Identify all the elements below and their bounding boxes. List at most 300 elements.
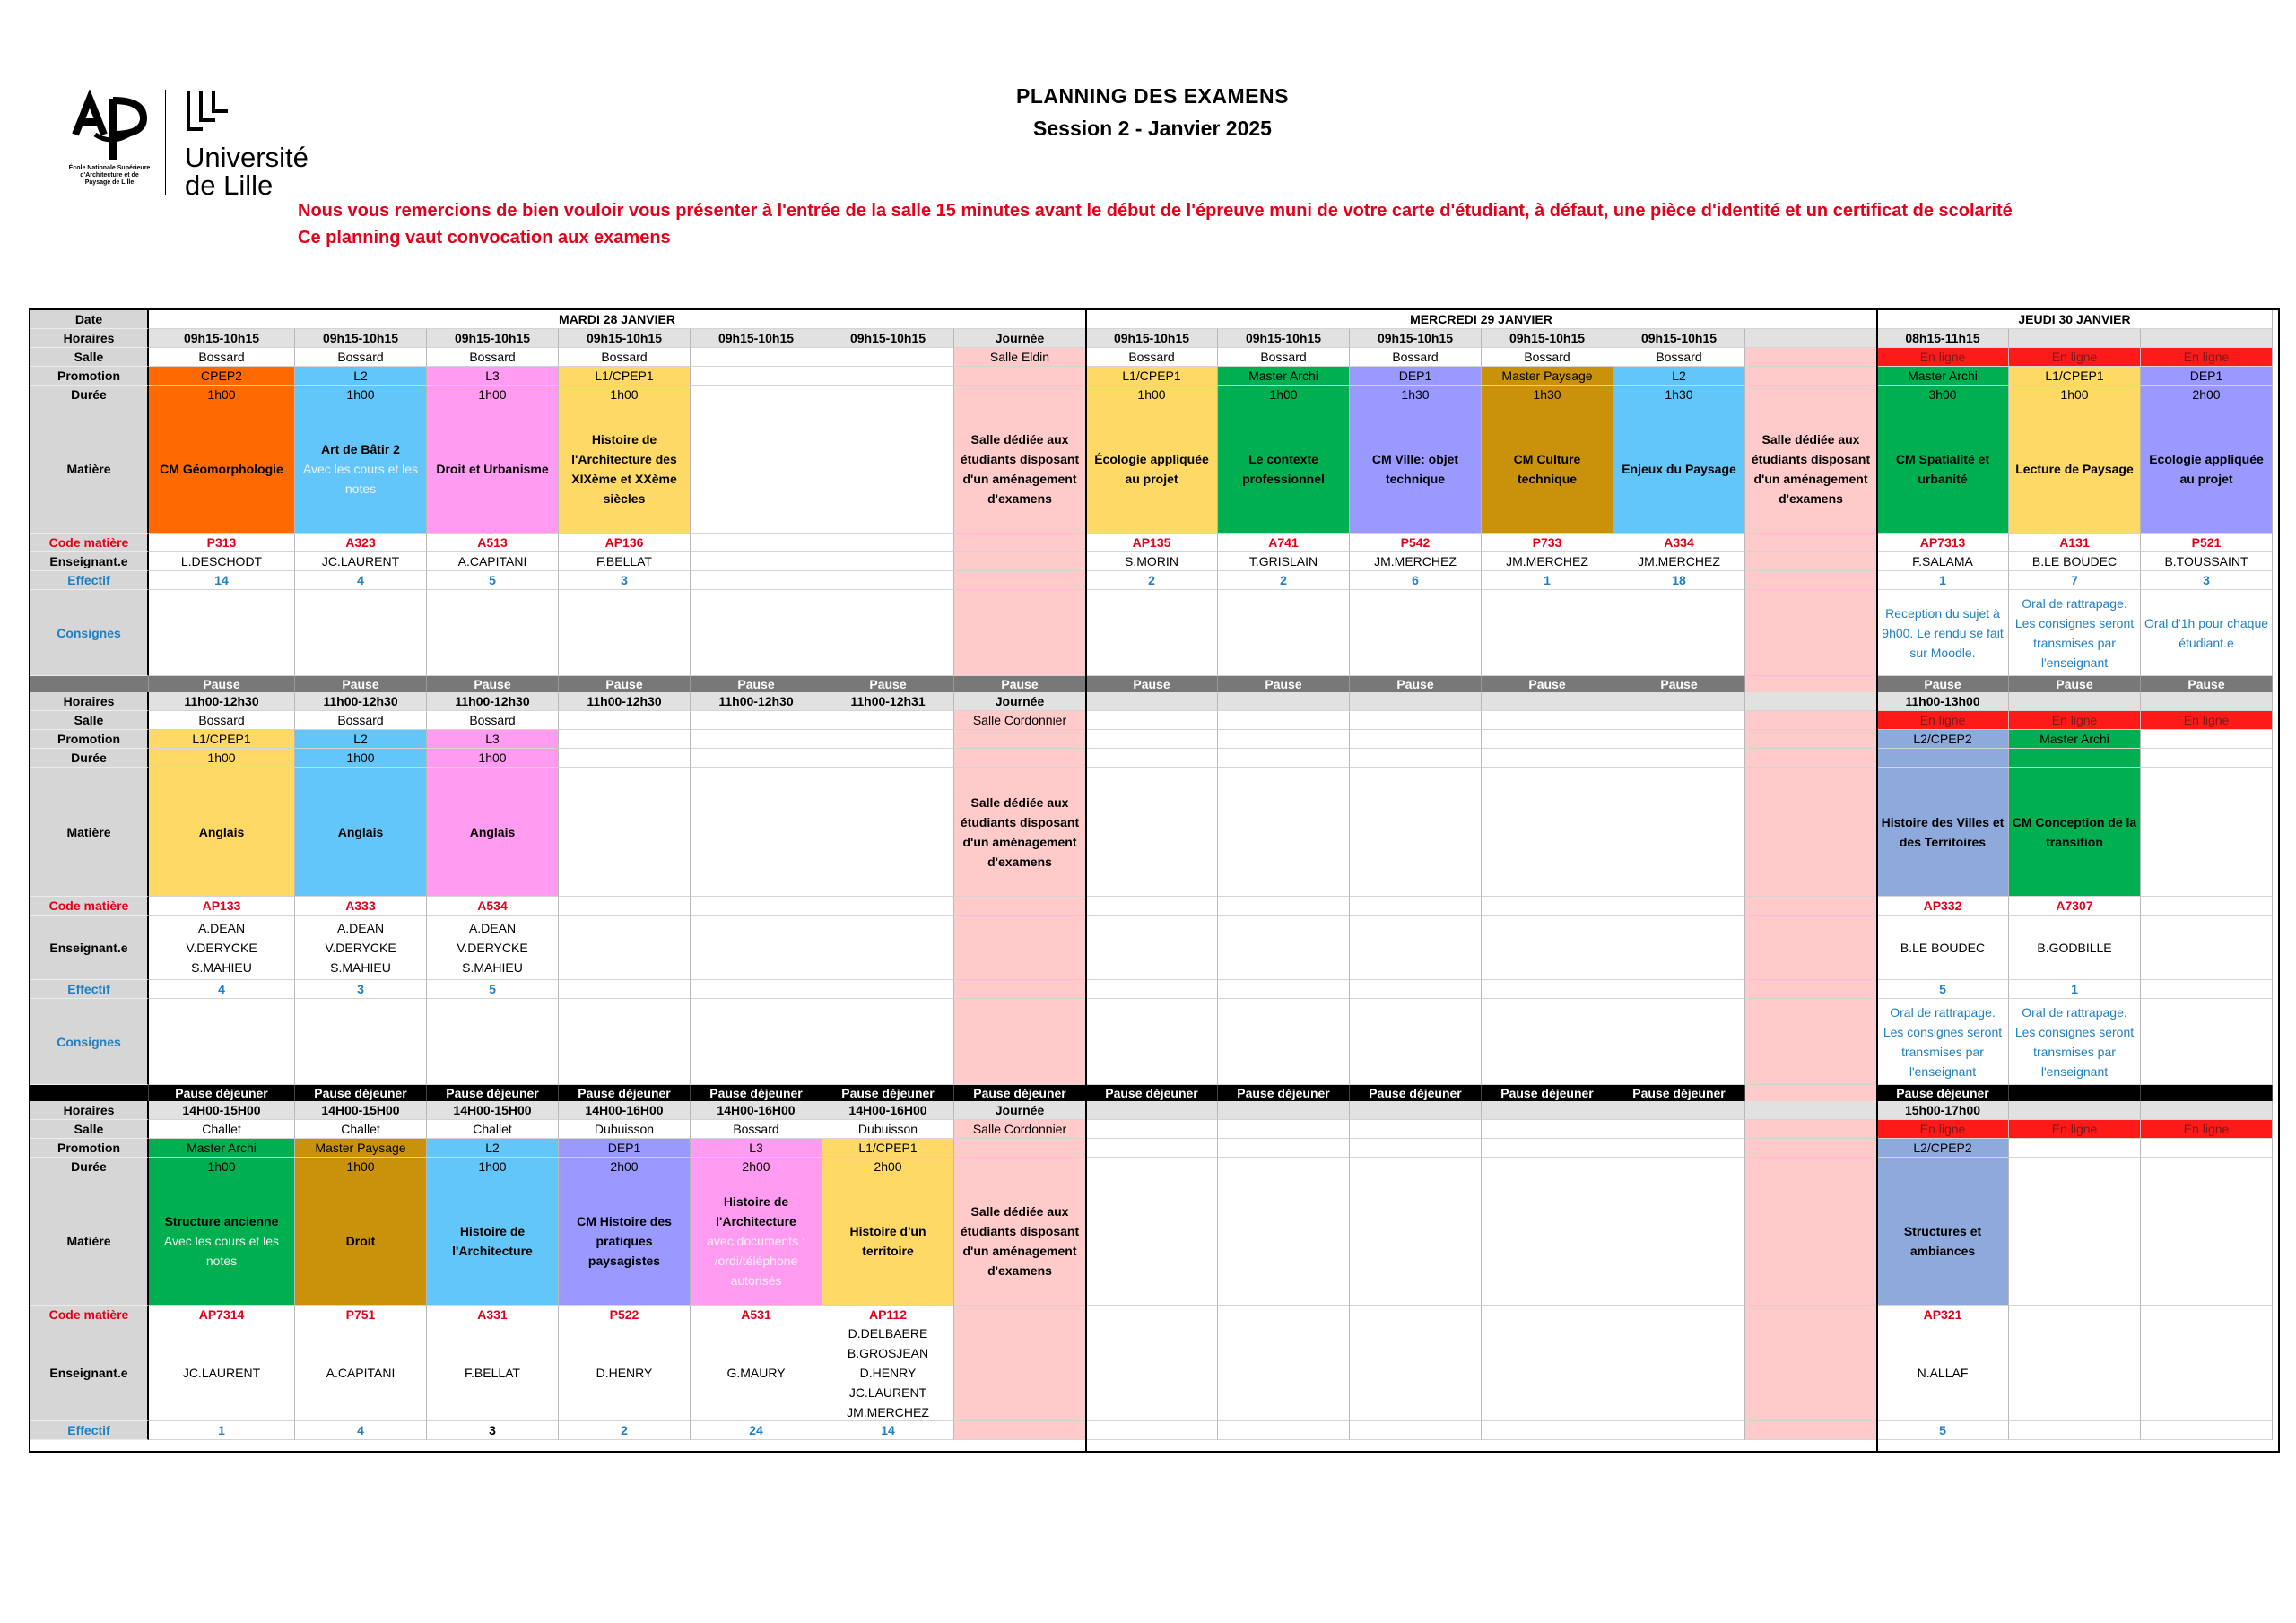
matiere-cell	[1482, 1176, 1613, 1306]
pause-cell: Pause déjeuner	[1218, 1085, 1350, 1101]
enseignant-cell	[2009, 552, 2141, 571]
row-label-salle: Salle	[30, 348, 149, 367]
duree-cell	[691, 386, 822, 404]
effectif-cell: 2	[1218, 571, 1350, 590]
consignes-cell	[149, 590, 295, 676]
promotion-cell	[2141, 1139, 2273, 1158]
pause-cell: Pause déjeuner	[149, 1085, 295, 1101]
duree-cell: 1h00	[149, 749, 295, 768]
code-cell	[691, 897, 822, 916]
code-cell	[1613, 897, 1745, 916]
promotion-cell: Master Archi	[149, 1139, 295, 1158]
promotion-cell	[2141, 730, 2273, 749]
matiere-text: Lecture de Paysage	[2015, 461, 2134, 476]
matiere-cell	[691, 1176, 822, 1306]
duree-cell	[559, 749, 691, 768]
promotion-cell: L2/CPEP2	[1877, 1139, 2009, 1158]
salle-cell: Bossard	[1350, 348, 1482, 367]
promotion-cell: L2	[427, 1139, 559, 1158]
matiere-cell	[954, 1176, 1086, 1306]
salle-cell	[559, 711, 691, 730]
effectif-cell: 7	[2009, 571, 2141, 590]
promotion-cell: L1/CPEP1	[149, 730, 295, 749]
code-cell	[2009, 1306, 2141, 1324]
effectif-cell: 4	[295, 571, 427, 590]
enseignant-cell	[1745, 552, 1877, 571]
salle-cell: En ligne	[1877, 1120, 2009, 1139]
enseignant-name: L.DESCHODT	[180, 554, 263, 568]
matiere-cell	[1350, 768, 1482, 897]
horaire-cell: 14H00-15H00	[149, 1101, 295, 1120]
enseignant-name: D.DELBAERE	[848, 1325, 928, 1341]
duree-cell	[2009, 749, 2141, 768]
enseignant-cell	[427, 552, 559, 571]
salle-cell: En ligne	[2009, 711, 2141, 730]
consignes-cell	[1613, 590, 1745, 676]
enseignant-name: JM.MERCHEZ	[847, 1404, 929, 1419]
enseignant-cell	[1218, 1324, 1350, 1421]
code-cell: P313	[149, 534, 295, 552]
matiere-cell	[954, 404, 1086, 534]
promotion-cell: DEP1	[1350, 367, 1482, 386]
salle-cell: En ligne	[2009, 348, 2141, 367]
enseignant-cell	[691, 916, 822, 980]
enseignant-cell	[691, 552, 822, 571]
horaire-cell	[2009, 1101, 2141, 1120]
consignes-cell	[427, 999, 559, 1085]
matiere-text: Droit et Urbanisme	[436, 461, 549, 476]
horaire-cell	[2009, 692, 2141, 711]
promotion-cell: CPEP2	[149, 367, 295, 386]
matiere-text: Art de Bâtir 2	[321, 441, 400, 456]
effectif-cell	[1613, 980, 1745, 999]
matiere-text: Structures et ambiances	[1903, 1223, 1982, 1258]
horaire-cell	[2141, 1101, 2273, 1120]
promotion-cell: L1/CPEP1	[559, 367, 691, 386]
promotion-cell	[2009, 1139, 2141, 1158]
promotion-cell	[1218, 1139, 1350, 1158]
pause-cell: Pause déjeuner	[559, 1085, 691, 1101]
matiere-cell	[1613, 768, 1745, 897]
enseignant-cell	[1482, 552, 1613, 571]
matiere-cell	[1877, 404, 2009, 534]
enseignant-cell	[1218, 552, 1350, 571]
code-cell	[1745, 534, 1877, 552]
promotion-cell: Master Paysage	[1482, 367, 1613, 386]
promotion-cell	[954, 367, 1086, 386]
effectif-cell: 4	[295, 1421, 427, 1440]
enseignant-cell	[1613, 552, 1745, 571]
matiere-cell	[691, 768, 822, 897]
consignes-cell	[691, 999, 822, 1085]
consignes-cell	[2141, 999, 2273, 1085]
enseignant-cell	[427, 916, 559, 980]
code-cell: P521	[2141, 534, 2273, 552]
code-cell	[1218, 897, 1350, 916]
code-cell: A333	[295, 897, 427, 916]
enseignant-cell	[1350, 916, 1482, 980]
salle-cell: Bossard	[1086, 348, 1218, 367]
horaire-cell: 09h15-10h15	[427, 329, 559, 348]
salle-cell	[1218, 711, 1350, 730]
matiere-text: Histoire de l'Architecture des XIXème et XXème siècles	[571, 431, 677, 506]
row-label-enseignant: Enseignant.e	[30, 916, 149, 980]
enseignant-cell	[2009, 916, 2141, 980]
horaire-cell: 09h15-10h15	[691, 329, 822, 348]
consignes-cell	[1482, 999, 1613, 1085]
salle-cell: En ligne	[2141, 1120, 2273, 1139]
promotion-cell	[1613, 1139, 1745, 1158]
row-label-promotion: Promotion	[30, 1139, 149, 1158]
horaire-cell: 09h15-10h15	[1482, 329, 1613, 348]
pause-cell	[1745, 676, 1877, 692]
row-label-matiere: Matière	[30, 1176, 149, 1306]
promotion-cell: L1/CPEP1	[822, 1139, 954, 1158]
duree-cell: 1h00	[559, 386, 691, 404]
promotion-cell	[691, 730, 822, 749]
row-label-matiere: Matière	[30, 404, 149, 534]
salle-cell: Challet	[295, 1120, 427, 1139]
pause-cell: Pause	[822, 676, 954, 692]
horaire-cell: 09h15-10h15	[149, 329, 295, 348]
salle-cell	[1482, 1120, 1613, 1139]
exam-schedule-grid	[29, 308, 2280, 1453]
pause-cell: Pause déjeuner	[427, 1085, 559, 1101]
day-header: MERCREDI 29 JANVIER	[1086, 310, 1877, 329]
salle-cell: Dubuisson	[559, 1120, 691, 1139]
duree-cell	[2141, 1158, 2273, 1176]
matiere-cell	[1745, 404, 1877, 534]
matiere-text: Droit	[345, 1233, 376, 1248]
row-label-effectif: Effectif	[30, 571, 149, 590]
pause-cell: Pause déjeuner	[1482, 1085, 1613, 1101]
enseignant-cell	[149, 916, 295, 980]
matiere-cell	[295, 404, 427, 534]
pause-cell: Pause	[2009, 676, 2141, 692]
promotion-cell: DEP1	[559, 1139, 691, 1158]
consignes-cell	[559, 999, 691, 1085]
horaire-cell: 09h15-10h15	[1218, 329, 1350, 348]
promotion-cell	[1086, 730, 1218, 749]
matiere-cell	[1482, 768, 1613, 897]
matiere-text: CM Culture technique	[1513, 451, 1581, 486]
code-cell	[691, 534, 822, 552]
effectif-cell	[691, 571, 822, 590]
promotion-cell	[1745, 1139, 1877, 1158]
pause-cell: Pause déjeuner	[1613, 1085, 1745, 1101]
effectif-cell	[954, 1421, 1086, 1440]
row-label-duree: Durée	[30, 1158, 149, 1176]
enseignant-cell	[822, 552, 954, 571]
matiere-cell	[149, 768, 295, 897]
pause-cell: Pause déjeuner	[1877, 1085, 2009, 1101]
pause-cell	[2009, 1085, 2141, 1101]
horaire-cell	[1482, 692, 1613, 711]
ulille-line1: Université	[185, 142, 309, 173]
horaire-cell	[1745, 1101, 1877, 1120]
enseignant-name: G.MAURY	[726, 1365, 786, 1380]
row-label-effectif: Effectif	[30, 980, 149, 999]
code-cell: A513	[427, 534, 559, 552]
enseignant-name: V.DERYCKE	[186, 940, 257, 955]
matiere-cell	[2141, 404, 2273, 534]
effectif-cell	[1350, 980, 1482, 999]
duree-cell: 1h00	[149, 1158, 295, 1176]
matiere-cell	[1218, 404, 1350, 534]
consignes-cell: Oral de rattrapage. Les consignes seront transmises par l'enseignant	[2009, 590, 2141, 676]
effectif-cell: 3	[559, 571, 691, 590]
enseignant-name: B.LE BOUDEC	[2031, 554, 2118, 568]
consignes-cell	[149, 999, 295, 1085]
consignes-cell	[1218, 999, 1350, 1085]
salle-cell: Bossard	[691, 1120, 822, 1139]
consignes-cell	[295, 590, 427, 676]
salle-cell	[822, 348, 954, 367]
promotion-cell: L2/CPEP2	[1877, 730, 2009, 749]
effectif-cell	[1086, 1421, 1218, 1440]
enseignant-cell	[954, 916, 1086, 980]
promotion-cell: Master Archi	[1218, 367, 1350, 386]
matiere-cell	[427, 768, 559, 897]
horaire-cell	[1745, 692, 1877, 711]
matiere-cell	[954, 768, 1086, 897]
effectif-cell: 1	[1877, 571, 2009, 590]
enseignant-cell	[559, 916, 691, 980]
duree-cell: 1h00	[149, 386, 295, 404]
day-separator	[1085, 310, 1087, 1451]
salle-cell	[822, 711, 954, 730]
salle-cell: Bossard	[1218, 348, 1350, 367]
enseignant-cell	[2141, 552, 2273, 571]
matiere-text: Le contexte professionnel	[1242, 451, 1325, 486]
enseignant-name: A.DEAN	[336, 920, 385, 935]
effectif-cell	[822, 571, 954, 590]
code-cell: AP7313	[1877, 534, 2009, 552]
code-cell: AP133	[149, 897, 295, 916]
enseignant-name: B.LE BOUDEC	[1900, 940, 1986, 955]
horaire-cell: Journée	[954, 692, 1086, 711]
row-label-matiere: Matière	[30, 768, 149, 897]
matiere-cell	[2009, 1176, 2141, 1306]
code-cell	[1745, 897, 1877, 916]
effectif-cell: 5	[1877, 1421, 2009, 1440]
enseignant-name: D.HENRY	[859, 1365, 917, 1380]
salle-cell: Salle Eldin	[954, 348, 1086, 367]
horaire-cell	[1482, 1101, 1613, 1120]
duree-cell	[2009, 1158, 2141, 1176]
duree-cell	[1218, 749, 1350, 768]
effectif-cell	[1745, 1421, 1877, 1440]
horaire-cell	[1350, 1101, 1482, 1120]
code-cell: P542	[1350, 534, 1482, 552]
consignes-cell	[1350, 590, 1482, 676]
duree-cell	[1482, 1158, 1613, 1176]
enseignant-cell	[691, 1324, 822, 1421]
duree-cell	[1613, 749, 1745, 768]
pause-cell: Pause	[1482, 676, 1613, 692]
duree-cell	[1350, 1158, 1482, 1176]
horaire-cell: 14H00-16H00	[559, 1101, 691, 1120]
consignes-cell	[1613, 999, 1745, 1085]
matiere-text: Anglais	[198, 824, 245, 839]
code-cell: AP136	[559, 534, 691, 552]
ensap-logo-text: École Nationale Supérieure d'Architecture et de Paysage de Lille	[68, 165, 151, 186]
horaire-cell	[2141, 329, 2273, 348]
consignes-cell	[1745, 999, 1877, 1085]
effectif-cell: 18	[1613, 571, 1745, 590]
matiere-cell	[1218, 1176, 1350, 1306]
effectif-cell: 14	[822, 1421, 954, 1440]
row-label-code: Code matière	[30, 897, 149, 916]
effectif-cell	[2009, 1421, 2141, 1440]
promotion-cell	[1350, 730, 1482, 749]
matiere-cell	[1086, 404, 1218, 534]
promotion-cell	[822, 730, 954, 749]
enseignant-name: T.GRISLAIN	[1248, 554, 1318, 568]
matiere-text: Écologie appliquée au projet	[1094, 451, 1209, 486]
code-cell: AP321	[1877, 1306, 2009, 1324]
duree-cell: 1h00	[427, 749, 559, 768]
horaire-cell: 09h15-10h15	[1613, 329, 1745, 348]
row-label-consignes: Consignes	[30, 590, 149, 676]
code-cell	[1613, 1306, 1745, 1324]
pause-cell: Pause	[1350, 676, 1482, 692]
pause-cell	[2141, 1085, 2273, 1101]
horaire-cell: 11h00-13h00	[1877, 692, 2009, 711]
matiere-cell	[822, 404, 954, 534]
day-header: MARDI 28 JANVIER	[149, 310, 1086, 329]
enseignant-cell	[559, 552, 691, 571]
salle-cell: Challet	[427, 1120, 559, 1139]
enseignant-name: S.MAHIEU	[462, 959, 523, 975]
horaire-cell: 09h15-10h15	[295, 329, 427, 348]
matiere-text: Enjeux du Paysage	[1622, 461, 1736, 476]
enseignant-name: JM.MERCHEZ	[1506, 554, 1588, 568]
enseignant-cell	[149, 552, 295, 571]
enseignant-name: A.CAPITANI	[457, 554, 527, 568]
horaire-cell: 15h00-17h00	[1877, 1101, 2009, 1120]
enseignant-name: B.GROSJEAN	[847, 1345, 929, 1360]
matiere-text: Anglais	[337, 824, 384, 839]
effectif-cell	[1482, 1421, 1613, 1440]
promotion-cell: Master Archi	[1877, 367, 2009, 386]
promotion-cell	[1613, 730, 1745, 749]
code-cell: AP332	[1877, 897, 2009, 916]
salle-cell	[1745, 348, 1877, 367]
duree-cell	[1218, 1158, 1350, 1176]
row-label-enseignant: Enseignant.e	[30, 1324, 149, 1421]
salle-cell: Salle Cordonnier	[954, 711, 1086, 730]
effectif-cell	[1613, 1421, 1745, 1440]
matiere-cell	[691, 404, 822, 534]
code-cell	[954, 534, 1086, 552]
enseignant-name: N.ALLAF	[1917, 1365, 1969, 1380]
horaire-cell: 11h00-12h30	[691, 692, 822, 711]
pause-cell: Pause déjeuner	[691, 1085, 822, 1101]
salle-cell: Dubuisson	[822, 1120, 954, 1139]
salle-cell	[1350, 711, 1482, 730]
salle-cell	[1086, 711, 1218, 730]
promotion-cell	[1482, 1139, 1613, 1158]
effectif-cell	[822, 980, 954, 999]
code-cell: A741	[1218, 534, 1350, 552]
effectif-cell: 3	[295, 980, 427, 999]
duree-cell	[1086, 1158, 1218, 1176]
horaire-cell: 09h15-10h15	[1350, 329, 1482, 348]
enseignant-name: F.BELLAT	[465, 1365, 520, 1380]
pause-cell: Pause	[149, 676, 295, 692]
duree-cell	[1877, 1158, 2009, 1176]
pause-cell: Pause	[691, 676, 822, 692]
promotion-cell	[559, 730, 691, 749]
matiere-cell	[1350, 404, 1482, 534]
enseignant-cell	[822, 1324, 954, 1421]
horaire-cell	[1613, 1101, 1745, 1120]
horaire-cell	[2009, 329, 2141, 348]
consignes-cell	[822, 590, 954, 676]
horaire-cell: 08h15-11h15	[1877, 329, 2009, 348]
code-cell	[559, 897, 691, 916]
row-label-horaires: Horaires	[30, 692, 149, 711]
duree-cell: 1h00	[427, 386, 559, 404]
page-title: PLANNING DES EXAMENS	[1016, 84, 1289, 108]
effectif-cell	[954, 571, 1086, 590]
matiere-cell	[2009, 768, 2141, 897]
duree-cell: 2h00	[822, 1158, 954, 1176]
horaire-cell	[1218, 1101, 1350, 1120]
consignes-cell	[954, 999, 1086, 1085]
matiere-text: Salle dédiée aux étudiants disposant d'un aménagement d'examens	[1751, 431, 1871, 506]
enseignant-name: JC.LAURENT	[848, 1384, 927, 1400]
consignes-cell	[427, 590, 559, 676]
code-cell: P733	[1482, 534, 1613, 552]
ulille-mark-icon	[185, 90, 235, 135]
salle-cell	[1482, 711, 1613, 730]
matiere-cell	[427, 404, 559, 534]
matiere-text: Structure ancienne	[164, 1213, 279, 1228]
duree-cell: 1h30	[1350, 386, 1482, 404]
matiere-cell	[427, 1176, 559, 1306]
salle-cell	[691, 348, 822, 367]
effectif-cell	[1745, 980, 1877, 999]
salle-cell	[1745, 711, 1877, 730]
duree-cell	[1613, 1158, 1745, 1176]
horaire-cell	[1613, 692, 1745, 711]
effectif-cell	[559, 980, 691, 999]
matiere-cell	[559, 1176, 691, 1306]
promotion-cell	[1218, 730, 1350, 749]
horaire-cell: 14H00-15H00	[427, 1101, 559, 1120]
enseignant-cell	[2009, 1324, 2141, 1421]
matiere-text: Histoire d'un territoire	[849, 1223, 926, 1258]
pause-cell: Pause	[1877, 676, 2009, 692]
salle-cell: Bossard	[295, 348, 427, 367]
horaire-cell	[1745, 329, 1877, 348]
salle-cell	[1745, 1120, 1877, 1139]
pause-cell: Pause déjeuner	[295, 1085, 427, 1101]
pause-cell: Pause	[954, 676, 1086, 692]
promotion-cell: L1/CPEP1	[2009, 367, 2141, 386]
enseignant-name: JM.MERCHEZ	[1374, 554, 1457, 568]
consignes-cell	[1745, 590, 1877, 676]
enseignant-cell	[1877, 916, 2009, 980]
pause-cell: Pause	[1613, 676, 1745, 692]
enseignant-cell	[954, 552, 1086, 571]
promotion-cell: L3	[427, 367, 559, 386]
salle-cell: En ligne	[2141, 348, 2273, 367]
enseignant-cell	[1350, 1324, 1482, 1421]
ulille-line2: de Lille	[185, 169, 274, 201]
